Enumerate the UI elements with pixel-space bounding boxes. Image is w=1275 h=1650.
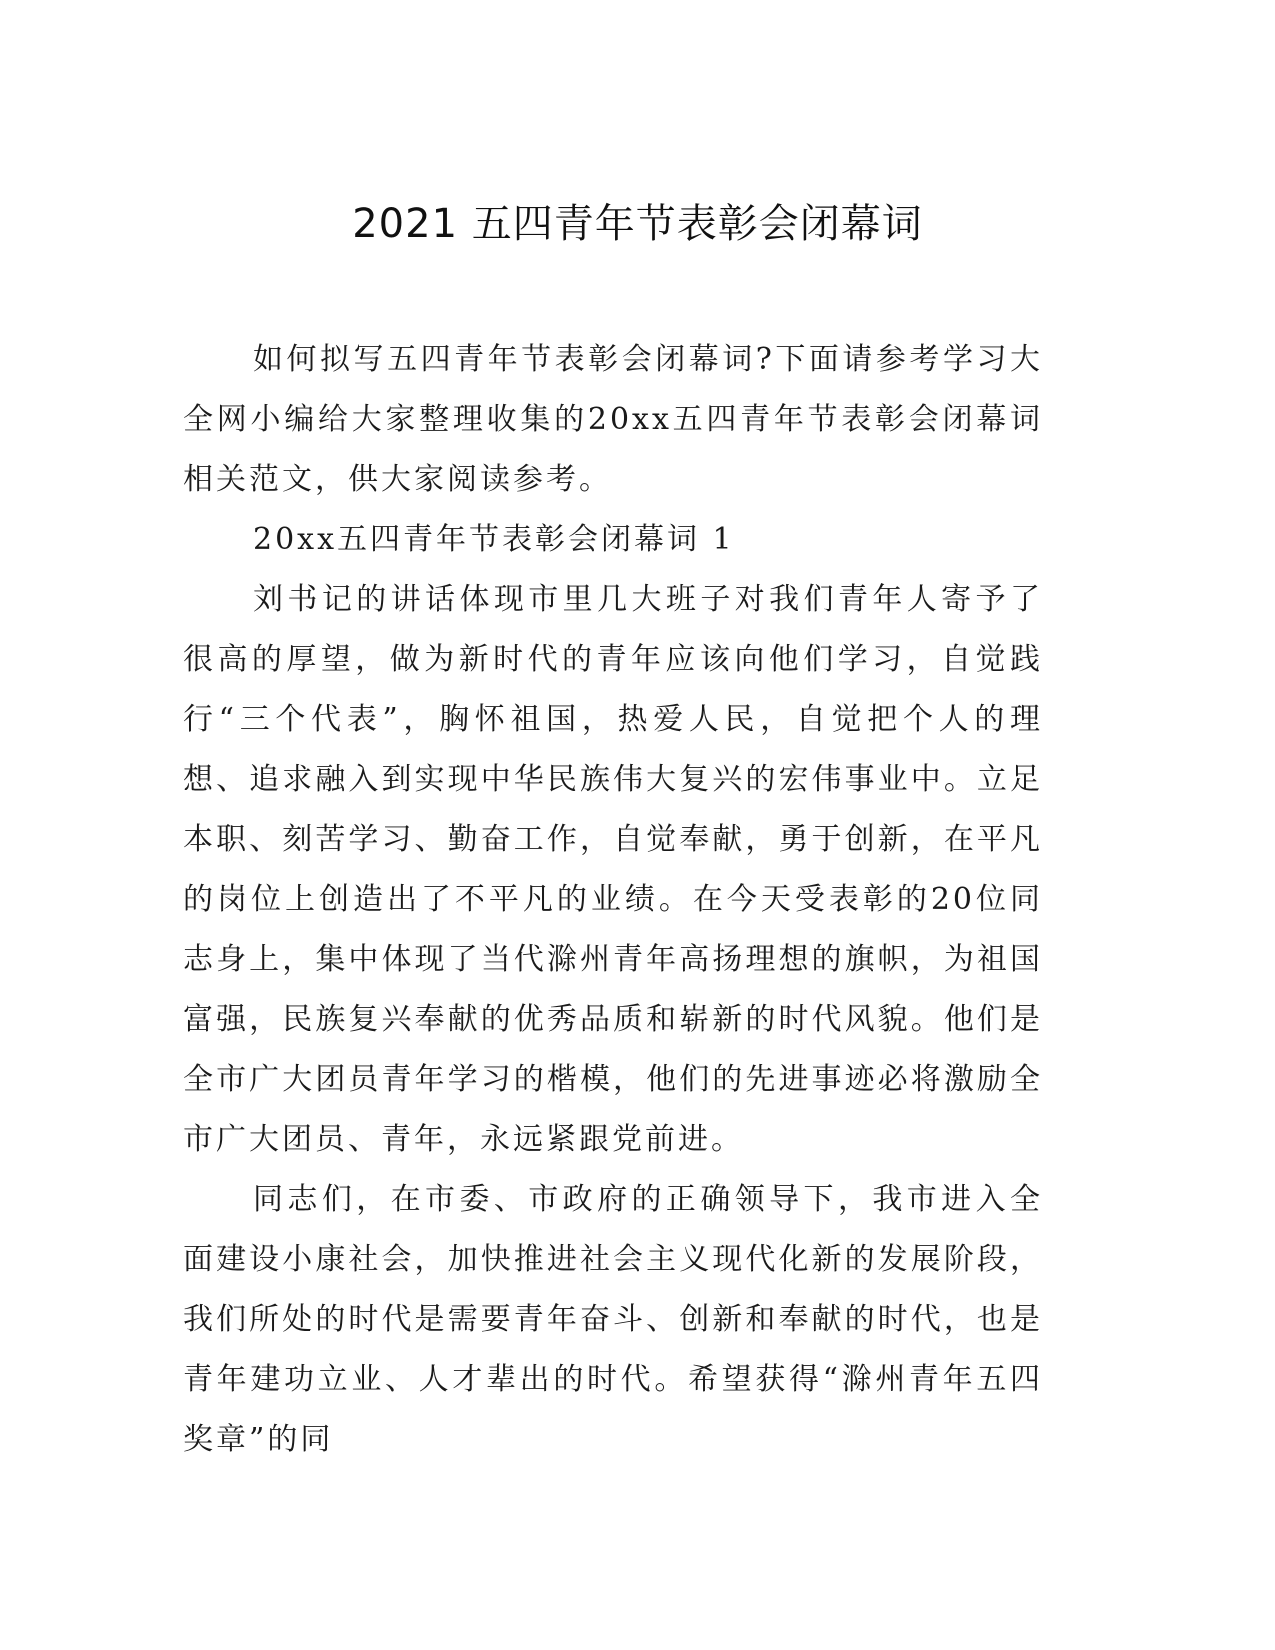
document-title: 2021 五四青年节表彰会闭幕词 (352, 201, 923, 247)
section-heading: 20xx五四青年节表彰会闭幕词 1 (253, 522, 735, 557)
body-paragraph-2: 同志们，在市委、市政府的正确领导下，我市进入全面建设小康社会，加快推进社会主义现代化新的发展阶段，我们所处的时代是需要青年奋斗、创新和奉献的时代，也是青年建功立业、人才辈出的时代。希望获得“滁州青年五四奖章”的同 (183, 1182, 1043, 1457)
document-body (183, 330, 1043, 1470)
body-paragraph-1: 刘书记的讲话体现市里几大班子对我们青年人寄予了很高的厚望，做为新时代的青年应该向他们学习，自觉践行“三个代表”，胸怀祖国，热爱人民，自觉把个人的理想、追求融入到实现中华民族伟大复兴的宏伟事业中。立足本职、刻苦学习、勤奋工作，自觉奉献，勇于创新，在平凡的岗位上创造出了不平凡的业绩。在今天受表彰的20位同志身上，集中体现了当代滁州青年高扬理想的旗帜，为祖国富强，民族复兴奉献的优秀品质和崭新的时代风貌。他们是全市广大团员青年学习的楷模，他们的先进事迹必将激励全市广大团员、青年，永远紧跟党前进。 (183, 582, 1043, 1157)
intro-paragraph: 如何拟写五四青年节表彰会闭幕词?下面请参考学习大全网小编给大家整理收集的20xx五四青年节表彰会闭幕词相关范文，供大家阅读参考。 (183, 342, 1043, 497)
